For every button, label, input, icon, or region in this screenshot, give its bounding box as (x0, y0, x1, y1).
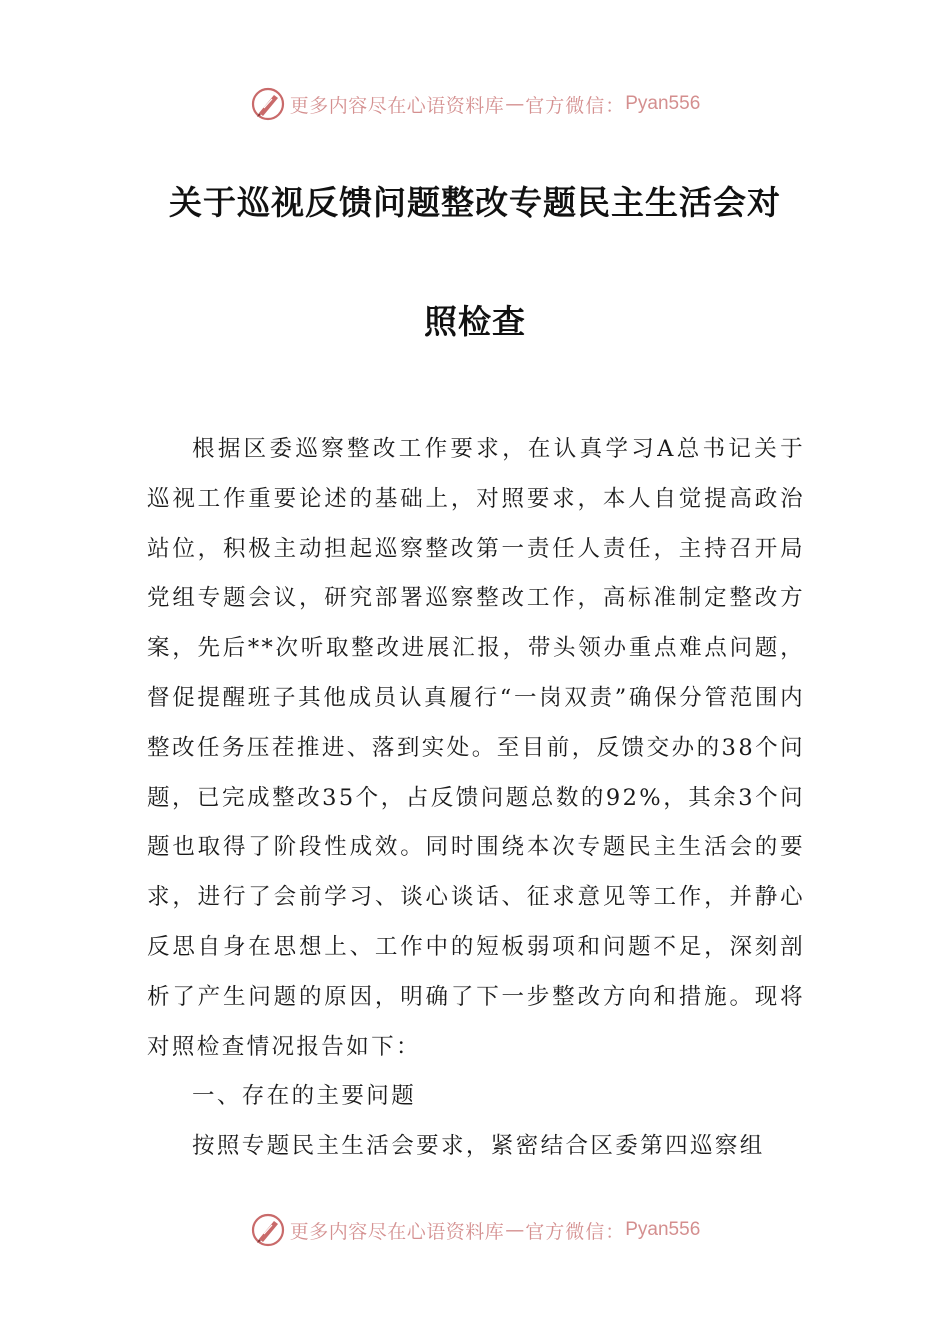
paragraph-section-start: 按照专题民主生活会要求，紧密结合区委第四巡察组 (192, 1133, 765, 1160)
section-heading: 一、存在的主要问题 (192, 1083, 417, 1110)
watermark-dash: — (505, 93, 525, 115)
pen-logo-icon (250, 86, 286, 122)
watermark-label: 官方微信： (525, 94, 626, 117)
watermark-dash: — (505, 1219, 525, 1241)
paragraph-intro: 根据区委巡察整改工作要求，在认真学习A总书记关于巡视工作重要论述的基础上，对照要求，本人自觉提高政治站位，积极主动担起巡察整改第一责任人责任，主持召开局党组专题会议，研究部署巡察整改工作，高标准制定整改方案，先后**次听取整改进展汇报，带头领办重点难点问题，督促提醒班子其他成员认真履行“一岗双责”确保分管范围内整改任务压茬推进、落到实处。至目前，反馈交办的38个问题，已完成整改35个，占反馈问题总数的92%，其余3个问题也取得了阶段性成效。同时围绕本次专题民主生活会的要求，进行了会前学习、谈心谈话、征求意见等工作，并静心反思自身在思想上、工作中的短板弱项和问题不足，深刻剖析了产生问题的原因，明确了下一步整改方向和措施。现将对照检查情况报告如下： (147, 436, 805, 1060)
watermark-label: 官方微信： (525, 1220, 626, 1243)
document-title-line1: 关于巡视反馈问题整改专题民主生活会对 (169, 183, 781, 222)
watermark-site-text: 更多内容尽在心语资料库 (289, 94, 505, 117)
header-watermark (0, 84, 950, 124)
watermark-wechat-id: Pyan556 (625, 93, 701, 114)
watermark-wechat-id: Pyan556 (625, 1219, 701, 1240)
footer-watermark (0, 1210, 950, 1250)
watermark-site-text: 更多内容尽在心语资料库 (289, 1220, 505, 1243)
document-body (147, 425, 805, 1172)
document-title-line2: 照检查 (424, 302, 526, 341)
pen-logo-icon (250, 1212, 286, 1248)
